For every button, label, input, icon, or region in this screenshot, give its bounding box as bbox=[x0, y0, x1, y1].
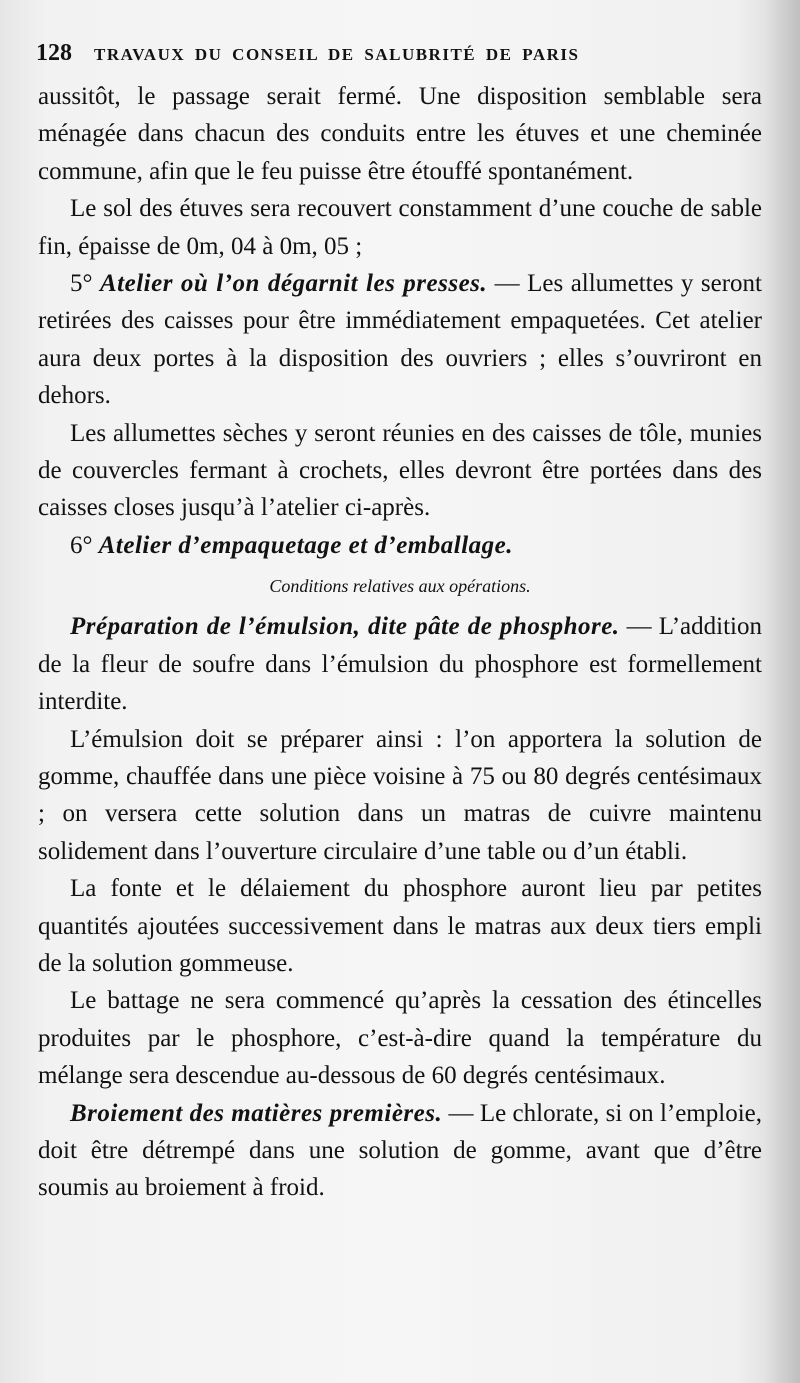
section-5-heading: Atelier où l’on dégarnit les presses. bbox=[99, 270, 488, 298]
page-number: 128 bbox=[36, 40, 72, 66]
running-title: TRAVAUX DU CONSEIL DE SALUBRITÉ DE PARIS bbox=[94, 45, 580, 64]
emulsion-text: — L’addition de la fleur de soufre dans l’émulsion du phosphore est formellement interdite. bbox=[38, 613, 762, 716]
paragraph-dry-matches: Les allumettes sèches y seront réunies en des caisses de tôle, munies de couvercles fermant à crochets, elles devront être portées dans des caisses closes jusqu’à l’atelier ci-après. bbox=[38, 419, 762, 522]
page-body bbox=[38, 78, 762, 1207]
paragraph-beating: Le battage ne sera commencé qu’après la cessation des étincelles produites par le phosphore, c’est-à-dire quand la température du mélange sera descendue au-dessous de 60 degrés centésimaux. bbox=[38, 987, 762, 1090]
section-6-number: 6° bbox=[70, 531, 93, 559]
emulsion-heading: Préparation de l’émulsion, dite pâte de phosphore. bbox=[70, 613, 620, 641]
paragraph-phosphorus-melting: La fonte et le délaiement du phosphore auront lieu par petites quantités ajoutées successivement dans le matras aux deux tiers empli de la solution gommeuse. bbox=[38, 875, 762, 977]
grinding-text: — Le chlorate, si on l’emploie, doit être détrempé dans une solution de gomme, avant que d’être soumis au broiement à froid. bbox=[38, 1099, 762, 1202]
section-5-text: — Les allumettes y seront retirées des caisses pour être immédiatement empaquetées. Cet atelier aura deux portes à la disposition des ouvriers ; elles s’ouvriront en dehors. bbox=[38, 270, 762, 410]
section-grinding bbox=[38, 1095, 762, 1207]
paragraph-emulsion-preparation: L’émulsion doit se préparer ainsi : l’on apportera la solution de gomme, chauffée dans une pièce voisine à 75 ou 80 degrés centésimaux ; on versera cette solution dans un matras de cuivre maintenu solidement dans l’ouverture circulaire d’une table ou d’un établi. bbox=[38, 725, 762, 865]
section-emulsion bbox=[38, 608, 762, 720]
grinding-heading: Broiement des matières premières. bbox=[70, 1099, 443, 1127]
section-6 bbox=[38, 527, 762, 564]
section-5-number: 5° bbox=[70, 270, 93, 298]
subheading-conditions: Conditions relatives aux opérations. bbox=[269, 576, 531, 597]
paragraph-drying-rooms: aussitôt, le passage serait fermé. Une disposition semblable sera ménagée dans chacun des conduits entre les étuves et une cheminée commune, afin que le feu puisse être étouffé spontanément. bbox=[38, 83, 762, 185]
paragraph-floor-sand: Le sol des étuves sera recouvert constamment d’une couche de sable fin, épaisse de 0m, 04 à 0m, 05 ; bbox=[38, 195, 762, 260]
spine-shadow bbox=[764, 0, 800, 1383]
section-5 bbox=[38, 265, 762, 415]
page-header bbox=[36, 40, 760, 74]
section-6-heading: Atelier d’empaquetage et d’emballage. bbox=[98, 531, 513, 559]
